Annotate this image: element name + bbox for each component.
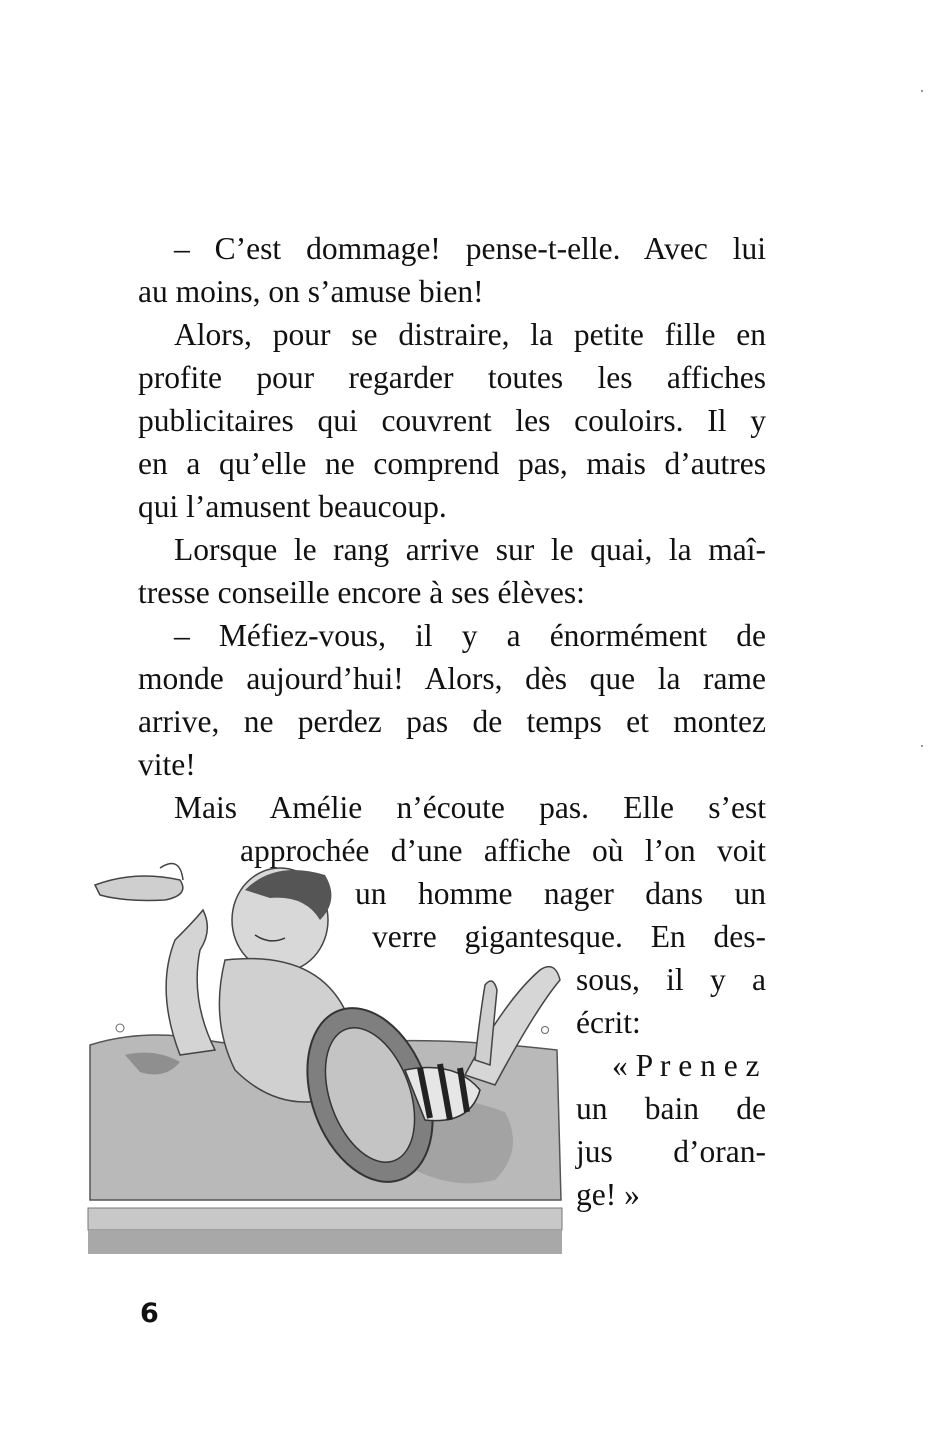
text-line: profite pour regarder toutes les affiches [138,360,766,395]
text-line: un homme nager dans un [355,876,766,911]
text-line: Mais Amélie n’écoute pas. Elle s’est [174,790,766,825]
text-line: verre gigantesque. En des- [372,919,766,954]
margin-mark-top [921,90,923,92]
text-line: jus d’oran- [576,1134,766,1169]
swimmer-in-orange-juice-illustration [85,850,565,1260]
text-line: un bain de [576,1091,766,1126]
margin-mark-middle [921,745,923,747]
text-line: publicitaires qui couvrent les couloirs. Il y [138,403,766,438]
text-line: vite! [138,747,196,782]
text-line: ge! » [576,1177,640,1212]
text-line: au moins, on s’amuse bien! [138,274,484,309]
page-number: 6 [140,1298,159,1329]
text-line: Alors, pour se distraire, la petite fille en [174,317,766,352]
text-line: « P r e n e z [612,1048,760,1083]
text-line: monde aujourd’hui! Alors, dès que la rame [138,661,766,696]
text-line: – Méfiez-vous, il y a énormément de [174,618,766,653]
text-line: – C’est dommage! pense-t-elle. Avec lui [174,231,766,266]
text-line: Lorsque le rang arrive sur le quai, la maî- [174,532,766,567]
text-line: écrit: [576,1005,641,1040]
text-line: tresse conseille encore à ses élèves: [138,575,585,610]
text-line: en a qu’elle ne comprend pas, mais d’autres [138,446,766,481]
text-line: approchée d’une affiche où l’on voit [240,833,766,868]
text-line: qui l’amusent beaucoup. [138,489,447,524]
text-line: arrive, ne perdez pas de temps et montez [138,704,766,739]
text-line: sous, il y a [576,962,766,997]
